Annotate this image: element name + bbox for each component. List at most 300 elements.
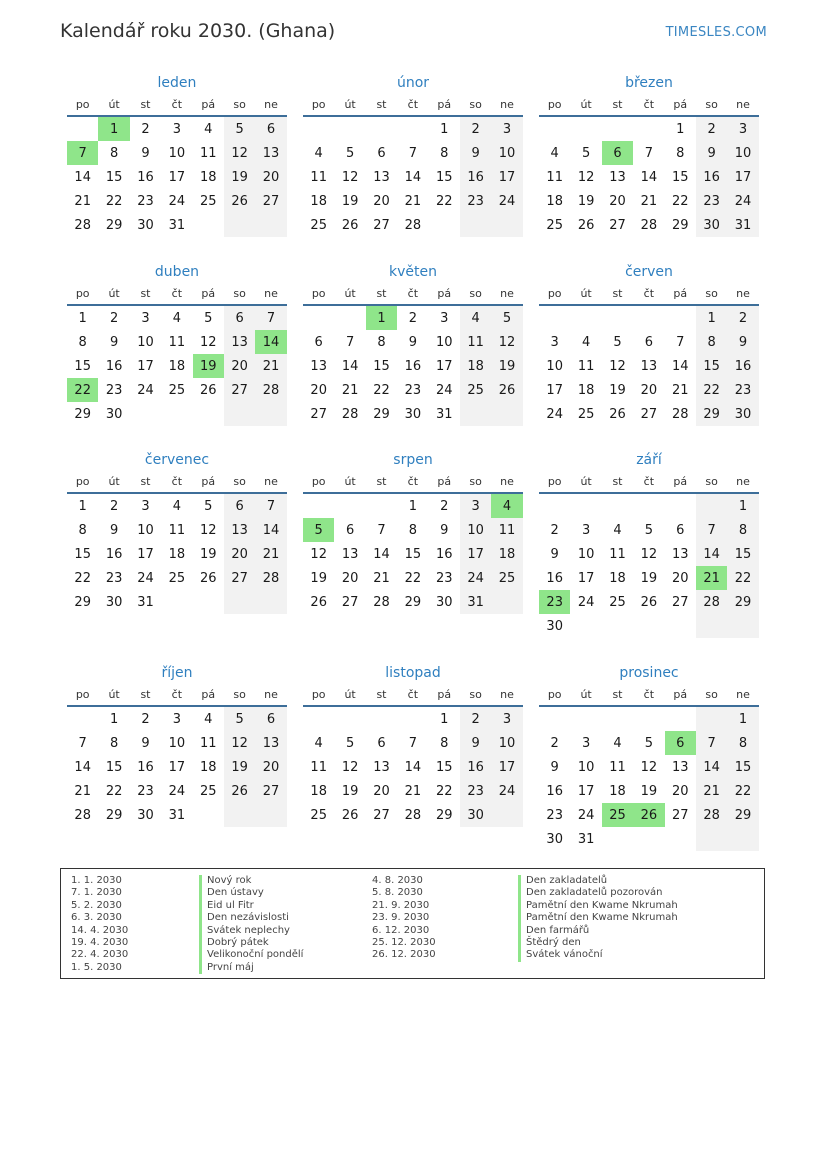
weekday-header (303, 93, 523, 117)
empty-cell (570, 707, 601, 731)
day-cell: 22 (435, 193, 453, 209)
empty-cell (570, 117, 601, 141)
holiday-legend (60, 868, 765, 979)
day-cell: 6 (345, 522, 355, 538)
weekend-day-cell: 22 (696, 378, 727, 402)
day-cell: 24 (546, 406, 563, 422)
weekend-day-cell: 29 (727, 590, 758, 614)
empty-cell (130, 402, 161, 426)
legend-holiday-name: Den zakladatelů (518, 875, 678, 887)
day-cell: 15 (105, 759, 123, 775)
weekday-label: út (580, 286, 592, 300)
day-cell: 21 (74, 783, 91, 799)
day-cell: 29 (373, 406, 390, 422)
weekend-day-cell: 31 (727, 213, 758, 237)
day-cell: 23 (137, 783, 154, 799)
day-cell: 30 (105, 406, 123, 422)
weekday-label: čt (643, 687, 655, 701)
day-grid (67, 306, 287, 426)
weekday-label: po (547, 687, 562, 701)
weekday-label: st (376, 687, 387, 701)
day-cell: 27 (373, 217, 390, 233)
legend-date: 14. 4. 2030 (71, 924, 129, 936)
day-cell: 20 (640, 382, 658, 398)
day-cell: 25 (168, 382, 186, 398)
day-cell: 8 (109, 735, 119, 751)
weekday-label: st (612, 687, 623, 701)
empty-cell (602, 306, 633, 330)
day-cell: 1 (408, 498, 417, 514)
day-cell: 23 (105, 570, 123, 586)
day-cell: 22 (404, 570, 422, 586)
day-cell: 21 (341, 382, 359, 398)
weekend-day-cell: 24 (491, 189, 522, 213)
day-cell: 13 (671, 759, 689, 775)
weekday-label: út (108, 474, 120, 488)
weekday-label: čt (643, 474, 655, 488)
day-cell: 24 (168, 783, 186, 799)
day-cell: 4 (172, 498, 181, 514)
weekday-label: ne (736, 286, 750, 300)
weekday-label: po (311, 97, 326, 111)
day-cell: 12 (199, 522, 217, 538)
day-cell: 4 (581, 334, 591, 350)
legend-holiday-name: Den farmářů (518, 925, 678, 937)
empty-cell (397, 707, 428, 731)
empty-cell (602, 614, 633, 638)
day-cell: 3 (581, 522, 591, 538)
day-grid (539, 707, 759, 851)
day-cell: 13 (341, 546, 359, 562)
empty-cell (570, 494, 601, 518)
weekday-header (67, 282, 287, 306)
day-cell: 16 (105, 546, 123, 562)
day-cell: 13 (640, 358, 658, 374)
day-cell: 11 (577, 358, 595, 374)
month-červenec (67, 450, 287, 614)
weekday-label: út (344, 97, 356, 111)
day-cell: 21 (404, 193, 422, 209)
holiday-day-cell: 14 (255, 330, 286, 354)
weekday-label: st (376, 474, 387, 488)
empty-cell (161, 402, 192, 426)
weekday-label: st (140, 687, 151, 701)
day-cell: 18 (168, 358, 186, 374)
weekday-label: po (75, 474, 90, 488)
day-cell: 16 (105, 358, 123, 374)
day-cell: 8 (377, 334, 386, 350)
empty-cell (303, 306, 334, 330)
day-cell: 28 (74, 807, 91, 823)
month-name: duben (154, 264, 200, 280)
day-cell: 27 (373, 807, 390, 823)
day-cell: 17 (168, 169, 186, 185)
day-cell: 9 (109, 334, 119, 350)
month-březen (539, 73, 759, 237)
weekday-label: so (233, 286, 246, 300)
day-cell: 30 (435, 594, 453, 610)
day-cell: 11 (199, 145, 217, 161)
empty-cell (193, 402, 224, 426)
day-cell: 26 (310, 594, 327, 610)
day-cell: 28 (404, 807, 422, 823)
day-cell: 12 (640, 546, 658, 562)
day-cell: 19 (341, 783, 359, 799)
empty-cell (727, 827, 758, 851)
empty-cell (539, 707, 570, 731)
weekend-day-cell: 23 (460, 189, 491, 213)
weekend-day-cell: 3 (460, 494, 491, 518)
legend-date: 1. 5. 2030 (71, 961, 122, 973)
day-cell: 6 (644, 334, 653, 350)
day-cell: 18 (577, 382, 595, 398)
day-cell: 28 (640, 217, 658, 233)
day-cell: 26 (640, 594, 658, 610)
weekend-day-cell: 23 (460, 779, 491, 803)
day-cell: 26 (199, 382, 217, 398)
day-cell: 30 (105, 594, 123, 610)
weekday-header (303, 282, 523, 306)
day-cell: 9 (440, 522, 449, 538)
weekday-label: út (580, 97, 592, 111)
day-cell: 27 (609, 217, 626, 233)
day-cell: 12 (609, 358, 626, 374)
holiday-day-cell: 26 (633, 803, 664, 827)
day-cell: 25 (609, 594, 626, 610)
holiday-day-cell: 21 (696, 566, 727, 590)
weekend-day-cell: 17 (491, 165, 522, 189)
day-cell: 21 (640, 193, 658, 209)
day-cell: 8 (440, 735, 449, 751)
day-cell: 26 (609, 406, 626, 422)
weekend-day-cell: 5 (224, 707, 255, 731)
weekend-day-cell: 29 (696, 402, 727, 426)
holiday-day-cell: 25 (602, 803, 633, 827)
weekday-label: ne (264, 474, 278, 488)
day-cell: 20 (671, 783, 689, 799)
day-cell: 2 (141, 711, 150, 727)
empty-cell (460, 402, 491, 426)
day-cell: 18 (199, 169, 217, 185)
empty-cell (633, 707, 664, 731)
day-cell: 5 (581, 145, 591, 161)
empty-cell (633, 827, 664, 851)
empty-cell (491, 803, 522, 827)
day-cell: 13 (671, 546, 689, 562)
legend-holiday-name: Eid ul Fitr (199, 900, 303, 912)
day-cell: 4 (613, 522, 622, 538)
day-cell: 9 (550, 759, 559, 775)
weekend-day-cell: 1 (727, 707, 758, 731)
empty-cell (224, 590, 255, 614)
holiday-day-cell: 5 (303, 518, 334, 542)
weekday-label: ne (264, 97, 278, 111)
weekday-label: po (311, 474, 326, 488)
day-cell: 4 (314, 735, 323, 751)
day-cell: 30 (546, 831, 563, 847)
day-cell: 11 (168, 334, 186, 350)
weekday-label: st (140, 286, 151, 300)
day-cell: 9 (141, 735, 150, 751)
day-cell: 24 (577, 594, 595, 610)
weekday-label: út (108, 687, 120, 701)
weekend-day-cell: 30 (727, 402, 758, 426)
weekday-label: ne (500, 286, 514, 300)
legend-date: 22. 4. 2030 (71, 949, 129, 961)
day-cell: 5 (204, 310, 213, 326)
month-duben (67, 262, 287, 426)
weekday-label: po (547, 474, 562, 488)
day-cell: 6 (314, 334, 323, 350)
weekday-header (539, 93, 759, 117)
legend-holiday-name: Velikonoční pondělí (199, 949, 303, 961)
weekday-label: út (108, 286, 120, 300)
day-cell: 3 (172, 711, 181, 727)
weekday-label: st (612, 474, 623, 488)
weekday-label: ne (736, 97, 750, 111)
day-cell: 20 (373, 783, 390, 799)
day-cell: 21 (671, 382, 689, 398)
day-cell: 23 (404, 382, 422, 398)
weekend-day-cell: 29 (727, 803, 758, 827)
weekday-label: po (75, 687, 90, 701)
day-cell: 31 (435, 406, 453, 422)
weekday-header (67, 683, 287, 707)
day-cell: 23 (105, 382, 123, 398)
weekend-day-cell: 4 (460, 306, 491, 330)
day-cell: 1 (78, 310, 87, 326)
weekend-day-cell: 12 (224, 141, 255, 165)
day-cell: 17 (137, 546, 154, 562)
day-cell: 10 (137, 334, 154, 350)
weekday-label: pá (201, 286, 216, 300)
day-cell: 2 (109, 498, 119, 514)
weekend-day-cell: 25 (491, 566, 522, 590)
weekend-day-cell: 8 (696, 330, 727, 354)
weekend-day-cell: 10 (727, 141, 758, 165)
day-cell: 3 (581, 735, 591, 751)
day-cell: 27 (341, 594, 359, 610)
empty-cell (665, 707, 696, 731)
empty-cell (570, 614, 601, 638)
day-cell: 4 (314, 145, 323, 161)
day-cell: 25 (577, 406, 595, 422)
day-grid (539, 306, 759, 426)
empty-cell (539, 117, 570, 141)
day-cell: 4 (613, 735, 622, 751)
day-cell: 1 (440, 121, 449, 137)
empty-cell (665, 614, 696, 638)
holiday-day-cell: 6 (665, 731, 696, 755)
day-cell: 8 (440, 145, 449, 161)
weekend-day-cell: 15 (696, 354, 727, 378)
holiday-day-cell: 22 (67, 378, 98, 402)
day-cell: 11 (199, 735, 217, 751)
weekend-day-cell: 23 (696, 189, 727, 213)
weekday-label: ne (500, 474, 514, 488)
weekday-label: pá (673, 474, 688, 488)
weekend-day-cell: 11 (491, 518, 522, 542)
day-cell: 15 (373, 358, 390, 374)
day-cell: 29 (105, 807, 123, 823)
holiday-day-cell: 4 (491, 494, 522, 518)
day-cell: 9 (550, 546, 559, 562)
month-únor (303, 73, 523, 237)
weekend-day-cell: 6 (224, 306, 255, 330)
weekday-label: út (580, 687, 592, 701)
holiday-day-cell: 19 (193, 354, 224, 378)
weekend-day-cell: 12 (491, 330, 522, 354)
day-cell: 30 (404, 406, 422, 422)
day-cell: 22 (74, 570, 91, 586)
weekday-label: st (612, 286, 623, 300)
weekend-day-cell: 23 (727, 378, 758, 402)
day-cell: 28 (341, 406, 359, 422)
empty-cell (366, 494, 397, 518)
day-cell: 19 (577, 193, 595, 209)
day-cell: 21 (373, 570, 390, 586)
day-cell: 20 (310, 382, 327, 398)
day-cell: 16 (435, 546, 453, 562)
day-cell: 9 (109, 522, 119, 538)
legend-date: 21. 9. 2030 (372, 899, 430, 911)
empty-cell (67, 707, 98, 731)
legend-holiday-name: Pamětní den Kwame Nkrumah (518, 912, 678, 924)
day-cell: 10 (435, 334, 453, 350)
legend-holiday-name: Den ústavy (199, 887, 303, 899)
holiday-day-cell: 7 (67, 141, 98, 165)
legend-date: 1. 1. 2030 (71, 875, 122, 886)
weekend-day-cell: 19 (224, 755, 255, 779)
day-cell: 13 (373, 759, 390, 775)
day-cell: 26 (341, 807, 359, 823)
weekday-header (303, 683, 523, 707)
day-cell: 10 (546, 358, 563, 374)
empty-cell (193, 213, 224, 237)
day-cell: 9 (408, 334, 417, 350)
day-cell: 29 (74, 594, 91, 610)
weekend-day-cell: 19 (491, 354, 522, 378)
empty-cell (602, 117, 633, 141)
weekend-day-cell: 26 (491, 378, 522, 402)
empty-cell (429, 213, 460, 237)
day-cell: 2 (440, 498, 449, 514)
weekend-day-cell: 8 (727, 731, 758, 755)
legend-date: 23. 9. 2030 (372, 912, 430, 924)
weekend-day-cell: 3 (727, 117, 758, 141)
day-cell: 27 (671, 807, 689, 823)
month-listopad (303, 663, 523, 827)
day-cell: 20 (671, 570, 689, 586)
day-cell: 15 (105, 169, 123, 185)
day-cell: 25 (199, 783, 217, 799)
legend-date: 4. 8. 2030 (372, 875, 423, 886)
day-cell: 17 (435, 358, 453, 374)
weekday-label: čt (171, 474, 183, 488)
day-cell: 26 (341, 217, 359, 233)
empty-cell (539, 306, 570, 330)
empty-cell (633, 306, 664, 330)
day-cell: 8 (78, 334, 87, 350)
legend-holiday-name: Dobrý pátek (199, 937, 303, 949)
day-cell: 3 (141, 310, 150, 326)
weekend-day-cell: 22 (727, 566, 758, 590)
empty-cell (539, 494, 570, 518)
weekend-day-cell: 16 (460, 165, 491, 189)
day-cell: 11 (546, 169, 563, 185)
day-cell: 3 (550, 334, 559, 350)
day-cell: 17 (546, 382, 563, 398)
day-cell: 15 (404, 546, 422, 562)
empty-cell (303, 494, 334, 518)
month-září (539, 450, 759, 638)
weekend-day-cell: 8 (727, 518, 758, 542)
weekday-label: so (233, 687, 246, 701)
day-cell: 15 (671, 169, 689, 185)
legend-dates-right (372, 875, 436, 962)
day-cell: 10 (577, 759, 595, 775)
day-cell: 4 (204, 711, 213, 727)
empty-cell (696, 827, 727, 851)
day-cell: 5 (345, 145, 355, 161)
day-cell: 16 (546, 783, 563, 799)
weekday-label: út (344, 474, 356, 488)
day-grid (67, 707, 287, 827)
day-cell: 15 (74, 358, 91, 374)
day-cell: 24 (435, 382, 453, 398)
empty-cell (665, 306, 696, 330)
weekend-day-cell: 28 (696, 590, 727, 614)
empty-cell (366, 707, 397, 731)
month-name: květen (389, 264, 437, 280)
day-grid (539, 494, 759, 638)
weekday-label: pá (437, 687, 452, 701)
weekday-label: pá (673, 286, 688, 300)
weekend-day-cell: 27 (224, 566, 255, 590)
day-cell: 22 (373, 382, 390, 398)
weekend-day-cell: 20 (255, 165, 286, 189)
day-cell: 1 (440, 711, 449, 727)
day-cell: 15 (435, 169, 453, 185)
holiday-day-cell: 23 (539, 590, 570, 614)
empty-cell (255, 590, 286, 614)
day-cell: 14 (74, 169, 91, 185)
weekend-day-cell: 30 (460, 803, 491, 827)
weekday-label: čt (407, 687, 419, 701)
weekend-day-cell: 11 (460, 330, 491, 354)
day-cell: 27 (671, 594, 689, 610)
day-cell: 23 (546, 807, 563, 823)
day-cell: 12 (199, 334, 217, 350)
day-grid (303, 306, 523, 426)
weekend-day-cell: 2 (460, 707, 491, 731)
month-name: březen (625, 75, 673, 91)
weekend-day-cell: 13 (255, 731, 286, 755)
day-cell: 4 (204, 121, 213, 137)
empty-cell (366, 117, 397, 141)
weekend-day-cell: 18 (491, 542, 522, 566)
weekday-label: po (547, 97, 562, 111)
day-cell: 20 (341, 570, 359, 586)
weekend-day-cell: 9 (460, 731, 491, 755)
weekend-day-cell: 14 (255, 518, 286, 542)
day-cell: 8 (408, 522, 417, 538)
weekend-day-cell: 3 (491, 117, 522, 141)
site-link[interactable]: TIMESLES.COM (665, 25, 767, 40)
day-cell: 7 (408, 735, 417, 751)
empty-cell (602, 827, 633, 851)
day-cell: 7 (377, 522, 386, 538)
